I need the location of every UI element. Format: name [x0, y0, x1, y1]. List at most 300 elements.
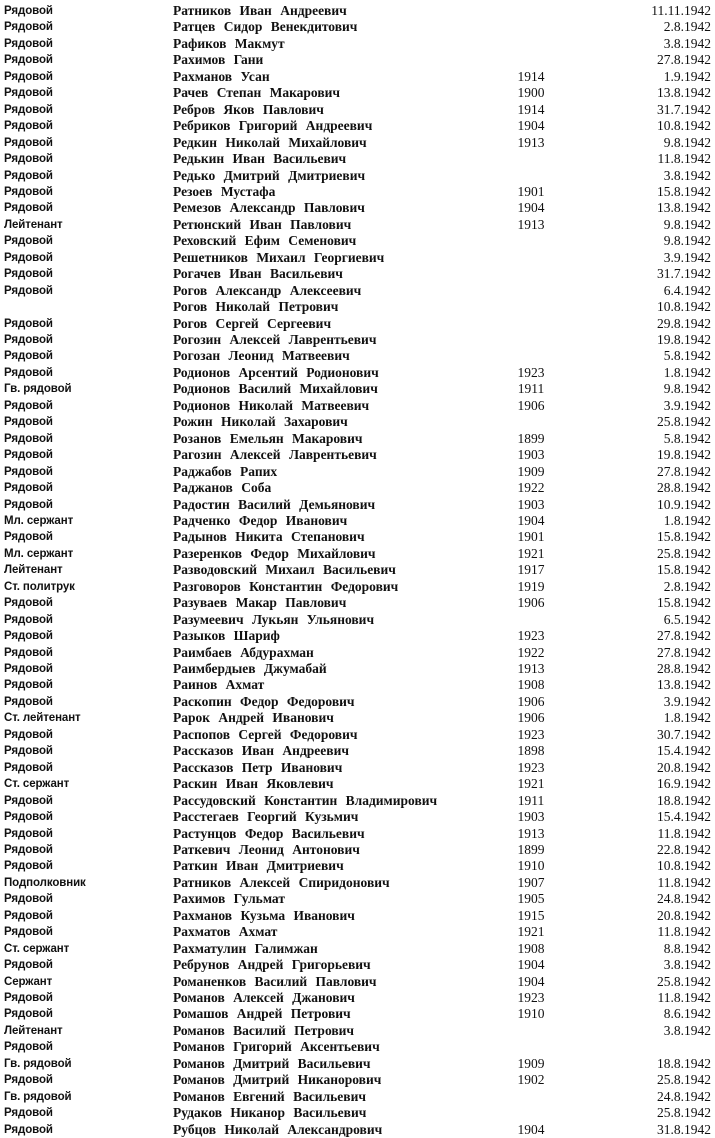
- birth-year-text: 1907: [517, 874, 545, 890]
- list-row: [0, 974, 715, 990]
- full-name-text: Рогачев Иван Васильевич: [173, 266, 343, 282]
- rank-text: Рядовой: [4, 153, 53, 166]
- rank-text: Рядовой: [4, 498, 53, 511]
- birth-year-text: 1910: [517, 1006, 545, 1022]
- list-row: [0, 1056, 715, 1072]
- full-name-text: Разеренков Федор Михайлович: [173, 545, 376, 561]
- list-row: [0, 1006, 715, 1022]
- list-row: [0, 612, 715, 628]
- full-name-text: Раинов Ахмат: [173, 677, 265, 693]
- birth-year-text: 1906: [517, 397, 545, 413]
- date-text: 31.7.1942: [657, 101, 711, 117]
- birth-year-text: 1905: [517, 891, 545, 907]
- rank-text: Рядовой: [4, 87, 53, 100]
- full-name-text: Родионов Василий Михайлович: [173, 381, 378, 397]
- rank-text: Ст. политрук: [4, 580, 75, 593]
- rank-text: Рядовой: [4, 70, 53, 83]
- date-text: 10.9.1942: [657, 496, 711, 512]
- date-text: 16.9.1942: [657, 776, 711, 792]
- date-text: 9.8.1942: [663, 381, 711, 397]
- full-name-text: Родионов Арсентий Родионович: [173, 364, 379, 380]
- rank-text: Рядовой: [4, 860, 53, 873]
- full-name-text: Романов Алексей Джанович: [173, 990, 355, 1005]
- rank-text: Рядовой: [4, 482, 53, 495]
- date-text: 27.8.1942: [657, 644, 711, 660]
- rank-text: Гв. рядовой: [4, 1057, 72, 1070]
- rank-text: Сержант: [4, 975, 53, 988]
- list-row: [0, 1122, 715, 1138]
- full-name-text: Рассказов Иван Андреевич: [173, 743, 349, 759]
- list-row: [0, 233, 715, 249]
- list-row: [0, 464, 715, 480]
- date-text: 27.8.1942: [657, 463, 711, 479]
- rank-text: Рядовой: [4, 37, 53, 50]
- rank-text: Рядовой: [4, 745, 53, 758]
- date-text: 3.9.1942: [663, 693, 711, 709]
- rank-text: Рядовой: [4, 416, 53, 429]
- date-text: 20.8.1942: [657, 907, 711, 923]
- rank-text: Рядовой: [4, 646, 53, 659]
- list-row: [0, 1023, 715, 1039]
- rank-text: Рядовой: [4, 926, 53, 939]
- birth-year-text: 1919: [517, 578, 545, 594]
- full-name-text: Ребриков Григорий Андреевич: [173, 118, 373, 134]
- list-row: [0, 431, 715, 447]
- date-text: 27.8.1942: [657, 628, 711, 644]
- full-name-text: Рудаков Никанор Васильевич: [173, 1105, 367, 1121]
- rank-text: Рядовой: [4, 794, 53, 807]
- rank-text: Ст. лейтенант: [4, 712, 81, 725]
- full-name-text: Рогозин Алексей Лаврентьевич: [173, 332, 377, 347]
- birth-year-text: 1901: [517, 183, 545, 199]
- list-row: [0, 595, 715, 611]
- rank-text: Рядовой: [4, 399, 53, 412]
- list-row: [0, 3, 715, 19]
- rank-text: Ст. сержант: [4, 778, 70, 791]
- rank-text: Рядовой: [4, 432, 53, 445]
- full-name-text: Рубцов Николай Александрович: [173, 1121, 383, 1137]
- date-text: 25.8.1942: [657, 414, 711, 430]
- list-row: [0, 1105, 715, 1121]
- full-name-text: Ратников Иван Андреевич: [173, 3, 347, 18]
- full-name-text: Рогов Николай Петрович: [173, 299, 339, 315]
- birth-year-text: 1904: [517, 957, 545, 973]
- rank-text: Рядовой: [4, 120, 53, 133]
- rank-text: Рядовой: [4, 366, 53, 379]
- full-name-text: Ретюнский Иван Павлович: [173, 216, 352, 232]
- birth-year-text: 1906: [517, 693, 545, 709]
- rank-text: Рядовой: [4, 1107, 53, 1120]
- list-row: [0, 628, 715, 644]
- rank-text: Рядовой: [4, 893, 53, 906]
- rank-text: Рядовой: [4, 169, 53, 182]
- date-text: 18.8.1942: [657, 792, 711, 808]
- list-row: [0, 826, 715, 842]
- rank-text: Рядовой: [4, 1008, 53, 1021]
- date-text: 8.8.1942: [663, 940, 711, 956]
- list-row: [0, 562, 715, 578]
- list-row: [0, 365, 715, 381]
- rank-text: Гв. рядовой: [4, 383, 72, 396]
- rank-text: Рядовой: [4, 185, 53, 198]
- date-text: 11.11.1942: [651, 3, 711, 18]
- full-name-text: Редько Дмитрий Дмитриевич: [173, 167, 366, 183]
- date-text: 25.8.1942: [657, 973, 711, 989]
- rank-text: Рядовой: [4, 1074, 53, 1087]
- date-text: 15.4.1942: [657, 743, 711, 759]
- rank-text: Рядовой: [4, 465, 53, 478]
- rank-text: Рядовой: [4, 630, 53, 643]
- list-row: [0, 891, 715, 907]
- full-name-text: Раткевич Леонид Антонович: [173, 841, 360, 857]
- full-name-text: Романов Евгений Васильевич: [173, 1088, 366, 1104]
- birth-year-text: 1901: [517, 529, 545, 545]
- birth-year-text: 1923: [517, 628, 545, 644]
- rank-text: Рядовой: [4, 284, 53, 297]
- date-text: 3.9.1942: [663, 397, 711, 413]
- date-text: 9.8.1942: [663, 233, 711, 249]
- full-name-text: Раимбердыев Джумабай: [173, 661, 327, 676]
- full-name-text: Рахимов Гульмат: [173, 891, 285, 907]
- date-text: 9.8.1942: [663, 216, 711, 232]
- list-row: [0, 661, 715, 677]
- rank-text: Рядовой: [4, 268, 53, 281]
- date-text: 3.8.1942: [663, 167, 711, 183]
- list-row: [0, 513, 715, 529]
- birth-year-text: 1902: [517, 1072, 545, 1088]
- date-text: 15.8.1942: [657, 595, 711, 611]
- full-name-text: Рарок Андрей Иванович: [173, 710, 334, 726]
- rank-text: Рядовой: [4, 959, 53, 972]
- list-row: [0, 316, 715, 332]
- rank-text: Рядовой: [4, 103, 53, 116]
- birth-year-text: 1910: [517, 858, 545, 874]
- rank-text: Рядовой: [4, 663, 53, 675]
- rank-text: Мл. сержант: [4, 514, 74, 527]
- birth-year-text: 1921: [517, 776, 545, 792]
- birth-year-text: 1917: [517, 562, 545, 578]
- list-row: [0, 480, 715, 496]
- date-text: 10.8.1942: [657, 118, 711, 134]
- full-name-text: Редькин Иван Васильевич: [173, 151, 347, 167]
- rank-text: Рядовой: [4, 531, 53, 544]
- list-row: [0, 36, 715, 52]
- birth-year-text: 1904: [517, 1121, 545, 1137]
- birth-year-text: 1904: [517, 973, 545, 989]
- full-name-text: Рогов Сергей Сергеевич: [173, 315, 332, 331]
- birth-year-text: 1923: [517, 364, 545, 380]
- date-text: 31.8.1942: [657, 1121, 711, 1137]
- list-row: [0, 908, 715, 924]
- rank-text: Рядовой: [4, 992, 53, 1004]
- list-row: [0, 184, 715, 200]
- full-name-text: Радченко Федор Иванович: [173, 512, 348, 528]
- date-text: 1.8.1942: [663, 364, 711, 380]
- birth-year-text: 1906: [517, 710, 545, 726]
- full-name-text: Растунцов Федор Васильевич: [173, 825, 365, 841]
- date-text: 24.8.1942: [657, 1088, 711, 1104]
- rank-text: Рядовой: [4, 251, 53, 264]
- full-name-text: Рахимов Гани: [173, 52, 264, 68]
- birth-year-text: 1914: [517, 101, 545, 117]
- list-row: [0, 348, 715, 364]
- list-row: [0, 727, 715, 743]
- birth-year-text: 1923: [517, 759, 545, 775]
- list-row: [0, 200, 715, 216]
- full-name-text: Радостин Василий Демьянович: [173, 496, 376, 512]
- birth-year-text: 1911: [517, 792, 545, 808]
- date-text: 29.8.1942: [657, 315, 711, 331]
- full-name-text: Резоев Мустафа: [173, 183, 276, 199]
- rank-text: Мл. сержант: [4, 547, 74, 560]
- rank-text: Рядовой: [4, 350, 53, 363]
- date-text: 1.9.1942: [663, 68, 711, 84]
- list-row: [0, 85, 715, 101]
- birth-year-text: 1913: [517, 216, 545, 232]
- birth-year-text: 1914: [517, 68, 545, 84]
- rank-text: Рядовой: [4, 136, 53, 149]
- rank-text: Рядовой: [4, 761, 53, 774]
- list-row: [0, 497, 715, 513]
- full-name-text: Романов Дмитрий Никанорович: [173, 1072, 382, 1088]
- birth-year-text: 1899: [517, 430, 545, 446]
- birth-year-text: 1900: [517, 85, 545, 101]
- full-name-text: Раскин Иван Яковлевич: [173, 776, 334, 792]
- list-row: [0, 1039, 715, 1055]
- rank-text: Рядовой: [4, 811, 53, 824]
- date-text: 25.8.1942: [657, 545, 711, 561]
- date-text: 5.8.1942: [663, 348, 711, 364]
- full-name-text: Розанов Емельян Макарович: [173, 430, 363, 446]
- date-text: 3.8.1942: [663, 35, 711, 51]
- date-text: 10.8.1942: [657, 858, 711, 874]
- birth-year-text: 1898: [517, 743, 545, 759]
- date-text: 2.8.1942: [663, 578, 711, 594]
- rank-text: Рядовой: [4, 334, 53, 346]
- list-row: [0, 990, 715, 1006]
- list-row: [0, 250, 715, 266]
- date-text: 25.8.1942: [657, 1072, 711, 1088]
- rank-text: Рядовой: [4, 613, 53, 626]
- date-text: 15.8.1942: [657, 529, 711, 545]
- full-name-text: Разводовский Михаил Васильевич: [173, 562, 396, 578]
- list-row: [0, 266, 715, 282]
- birth-year-text: 1908: [517, 940, 545, 956]
- birth-year-text: 1913: [517, 825, 545, 841]
- rank-text: Рядовой: [4, 235, 53, 248]
- date-text: 28.8.1942: [657, 480, 711, 496]
- rank-text: Рядовой: [4, 827, 53, 840]
- rank-text: Рядовой: [4, 202, 53, 215]
- date-text: 19.8.1942: [657, 332, 711, 347]
- full-name-text: Ребрунов Андрей Григорьевич: [173, 957, 371, 973]
- date-text: 3.9.1942: [663, 249, 711, 265]
- full-name-text: Расстегаев Георгий Кузьмич: [173, 809, 359, 825]
- list-row: [0, 645, 715, 661]
- full-name-text: Ратцев Сидор Венекдитович: [173, 19, 358, 35]
- birth-year-text: 1909: [517, 463, 545, 479]
- date-text: 13.8.1942: [657, 200, 711, 216]
- full-name-text: Ремезов Александр Павлович: [173, 200, 365, 216]
- list-row: [0, 743, 715, 759]
- list-row: [0, 710, 715, 726]
- birth-year-text: 1903: [517, 447, 545, 463]
- full-name-text: Ромашов Андрей Петрович: [173, 1006, 351, 1022]
- list-row: [0, 858, 715, 874]
- birth-year-text: 1915: [517, 907, 545, 923]
- date-text: 1.8.1942: [663, 512, 711, 528]
- full-name-text: Реховский Ефим Семенович: [173, 233, 357, 249]
- list-row: [0, 332, 715, 348]
- list-row: [0, 118, 715, 134]
- full-name-text: Рогозан Леонид Матвеевич: [173, 348, 350, 364]
- date-text: 3.8.1942: [663, 1022, 711, 1038]
- rank-text: Гв. рядовой: [4, 1090, 72, 1103]
- full-name-text: Радынов Никита Степанович: [173, 529, 365, 545]
- date-text: 2.8.1942: [663, 19, 711, 35]
- birth-year-text: 1913: [517, 661, 545, 676]
- date-text: 18.8.1942: [657, 1055, 711, 1071]
- list-row: [0, 875, 715, 891]
- list-row: [0, 941, 715, 957]
- list-row: [0, 842, 715, 858]
- date-text: 11.8.1942: [657, 924, 711, 940]
- date-text: 9.8.1942: [663, 134, 711, 150]
- rank-text: Рядовой: [4, 728, 53, 741]
- full-name-text: Рогов Александр Алексеевич: [173, 282, 362, 298]
- rank-text: Рядовой: [4, 21, 53, 34]
- full-name-text: Разыков Шариф: [173, 628, 280, 644]
- rank-text: Рядовой: [4, 679, 53, 692]
- rank-text: Рядовой: [4, 909, 53, 922]
- birth-year-text: 1913: [517, 134, 545, 150]
- date-text: 30.7.1942: [657, 726, 711, 742]
- list-row: [0, 809, 715, 825]
- rank-text: Лейтенант: [4, 564, 63, 577]
- list-row: [0, 102, 715, 118]
- list-row: [0, 299, 715, 315]
- full-name-text: Раимбаев Абдурахман: [173, 644, 314, 660]
- date-text: 15.8.1942: [657, 562, 711, 578]
- rank-text: Ст. сержант: [4, 942, 70, 955]
- date-text: 6.4.1942: [663, 282, 711, 298]
- birth-year-text: 1908: [517, 677, 545, 693]
- full-name-text: Романенков Василий Павлович: [173, 973, 377, 989]
- full-name-text: Редкин Николай Михайлович: [173, 134, 367, 150]
- birth-year-text: 1921: [517, 545, 545, 561]
- list-row: [0, 52, 715, 68]
- full-name-text: Раджанов Соба: [173, 480, 272, 496]
- date-text: 11.8.1942: [657, 151, 711, 167]
- list-row: [0, 447, 715, 463]
- full-name-text: Решетников Михаил Георгиевич: [173, 249, 385, 265]
- full-name-text: Раджабов Рапих: [173, 463, 278, 479]
- full-name-text: Романов Василий Петрович: [173, 1022, 355, 1038]
- birth-year-text: 1906: [517, 595, 545, 611]
- full-name-text: Рассудовский Константин Владимирович: [173, 792, 438, 808]
- full-name-text: Рахматов Ахмат: [173, 924, 278, 940]
- date-text: 24.8.1942: [657, 891, 711, 907]
- full-name-text: Рожин Николай Захарович: [173, 414, 348, 430]
- birth-year-text: 1899: [517, 841, 545, 857]
- date-text: 11.8.1942: [657, 990, 711, 1005]
- list-row: [0, 283, 715, 299]
- date-text: 5.8.1942: [663, 430, 711, 446]
- list-row: [0, 957, 715, 973]
- date-text: 10.8.1942: [657, 299, 711, 315]
- rank-text: Рядовой: [4, 1041, 53, 1054]
- full-name-text: Рафиков Макмут: [173, 35, 285, 51]
- full-name-text: Раскопин Федор Федорович: [173, 693, 355, 709]
- full-name-text: Рахманов Кузьма Иванович: [173, 907, 355, 923]
- full-name-text: Раткин Иван Дмитриевич: [173, 858, 344, 874]
- full-name-text: Рассказов Петр Иванович: [173, 759, 343, 775]
- date-text: 19.8.1942: [657, 447, 711, 463]
- list-row: [0, 579, 715, 595]
- birth-year-text: 1923: [517, 726, 545, 742]
- rank-text: Рядовой: [4, 54, 53, 67]
- rank-text: Рядовой: [4, 1123, 53, 1136]
- list-row: [0, 694, 715, 710]
- rank-text: Рядовой: [4, 449, 53, 462]
- date-text: 13.8.1942: [657, 677, 711, 693]
- date-text: 31.7.1942: [657, 266, 711, 282]
- birth-year-text: 1904: [517, 118, 545, 134]
- list-row: [0, 381, 715, 397]
- birth-year-text: 1922: [517, 480, 545, 496]
- full-name-text: Ребров Яков Павлович: [173, 101, 324, 117]
- date-text: 27.8.1942: [657, 52, 711, 68]
- list-row: [0, 19, 715, 35]
- birth-year-text: 1921: [517, 924, 545, 940]
- list-row: [0, 760, 715, 776]
- rank-text: Лейтенант: [4, 1024, 63, 1037]
- full-name-text: Рахманов Усан: [173, 68, 270, 84]
- list-row: [0, 151, 715, 167]
- list-row: [0, 414, 715, 430]
- list-row: [0, 1089, 715, 1105]
- list-row: [0, 69, 715, 85]
- list-row: [0, 677, 715, 693]
- date-text: 15.8.1942: [657, 183, 711, 199]
- date-text: 6.5.1942: [663, 611, 711, 627]
- full-name-text: Разговоров Константин Федорович: [173, 578, 399, 594]
- full-name-text: Разуваев Макар Павлович: [173, 595, 347, 611]
- full-name-text: Романов Дмитрий Васильевич: [173, 1055, 371, 1071]
- list-row: [0, 1072, 715, 1088]
- date-text: 11.8.1942: [657, 825, 711, 841]
- date-text: 25.8.1942: [657, 1105, 711, 1121]
- birth-year-text: 1903: [517, 809, 545, 825]
- full-name-text: Родионов Николай Матвеевич: [173, 397, 370, 413]
- list-row: [0, 546, 715, 562]
- birth-year-text: 1911: [517, 381, 545, 397]
- date-text: 28.8.1942: [657, 661, 711, 676]
- full-name-text: Рагозин Алексей Лаврентьевич: [173, 447, 377, 463]
- rank-text: Рядовой: [4, 843, 53, 856]
- date-text: 8.6.1942: [663, 1006, 711, 1022]
- list-row: [0, 529, 715, 545]
- list-row: [0, 398, 715, 414]
- full-name-text: Распопов Сергей Федорович: [173, 726, 358, 742]
- list-row: [0, 776, 715, 792]
- full-name-text: Рахматулин Галимжан: [173, 940, 318, 956]
- rank-text: Рядовой: [4, 317, 53, 330]
- list-row: [0, 793, 715, 809]
- list-row: [0, 168, 715, 184]
- list-row: [0, 217, 715, 233]
- full-name-text: Романов Григорий Аксентьевич: [173, 1039, 380, 1055]
